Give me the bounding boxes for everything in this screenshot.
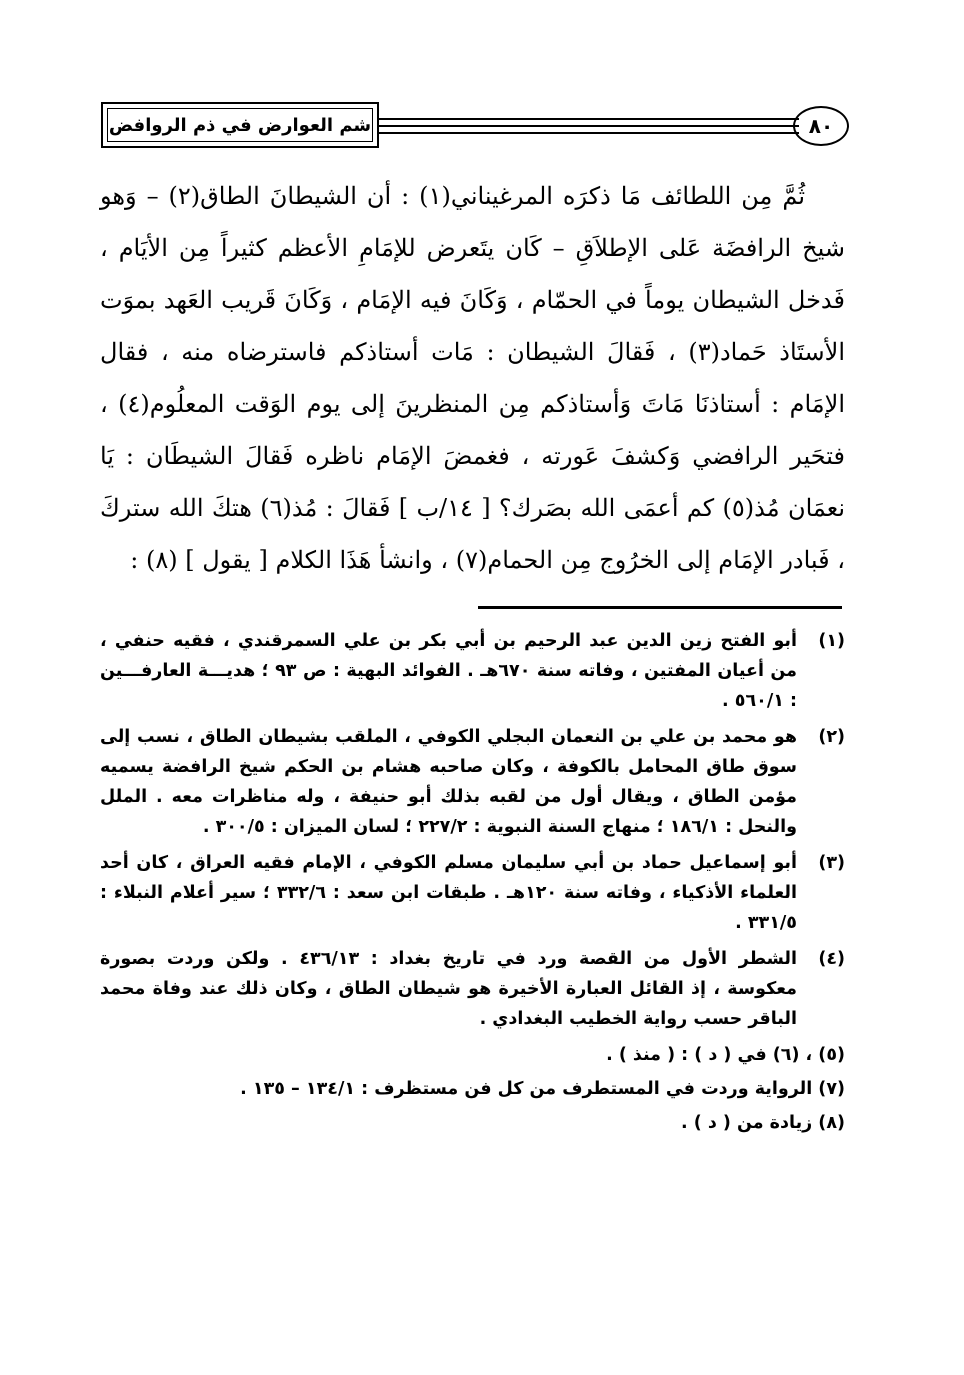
footnote-1 — [100, 626, 845, 716]
footnote-text: الشطر الأول من القصة ورد في تاريخ بغداد : ٤٣٦/١٣ . ولكن وردت بصورة معكوسة ، إذ القائل العبارة الأخيرة هو شيطان الطاق ، وكان ذلك عند وفاة محمد الباقر حسب رواية الخطيب البغدادي . — [100, 949, 797, 1029]
header-rule-bottom — [379, 132, 799, 134]
running-title: شم العوارض في ذم الروافض — [107, 108, 373, 142]
footnote-5-6 — [100, 1040, 845, 1070]
page-number: ٨٠ — [793, 106, 849, 146]
footnote-7 — [100, 1074, 845, 1104]
footnote-3 — [100, 848, 845, 938]
footnote-separator — [478, 606, 842, 609]
footnote-text: (٧) الرواية وردت في المستطرف من كل فن مستظرف : ١٣٤/١ – ١٣٥ . — [240, 1079, 845, 1099]
footnote-text: أبو الفتح زين الدين عبد الرحيم بن أبي بكر بن علي السمرقندي ، فقيه حنفي ، من أعيان المفتين ، وفاته سنة ٦٧٠هـ . الفوائد البهية : ص ٩٣ ؛ هديـــة العارفـــين : ٥٦٠/١ . — [100, 631, 797, 711]
main-paragraph: ثُمَّ مِن اللطائف مَا ذكرَه المرغيناني(١) : أن الشيطانَ الطاق(٢) – وَهو شيخ الرافضَة عَلى الإطلاَقِ – كَان يتَعرض للإمَامِ الأعظم كثيراً مِن الأيَام ، فَدخل الشيطان يوماً في الحمّام ، وَكَانَ فيه الإمَام ، وَكَانَ قَريب العَهد بموَت الأستَاذ حَماد(٣) ، فَقالَ الشيطان : مَات أستاذكم فاسترضاه منه ، فقال الإمَام : أستاذنَا مَاتَ وَأستاذكم مِن المنظرينَ إلى يوم الوَقت المعلُوم(٤) ، فتحَير الرافضي وَكشفَ عَورته ، فغمضَ الإمَام ناظره فَقالَ الشيطَان : يَا نعمَان مُذ(٥) كم أعمَى الله بصَرك؟ [ ١٤/ب ] فَقالَ : مُذ(٦) هتكَ الله ستركَ ، فَبادر الإمَام إلى الخرُوج مِن الحمام(٧) ، وانشأ هَذَا الكلام [ يقول ] (٨) : — [100, 182, 846, 574]
footnote-text: (٥) ، (٦) في ( د ) : ( منذ ) . — [606, 1045, 845, 1065]
header-rule-middle — [379, 125, 799, 127]
footnote-text: (٨) زيادة من ( د ) . — [681, 1113, 845, 1133]
header-rule-top — [379, 118, 799, 120]
running-title-box — [101, 102, 379, 148]
footnote-number: (٢) — [818, 727, 845, 747]
footnotes — [100, 626, 845, 1142]
footnote-number: (١) — [818, 631, 845, 651]
main-text — [100, 170, 845, 586]
footnote-8 — [100, 1108, 845, 1138]
footnote-text: هو محمد بن علي بن النعمان البجلي الكوفي ، الملقب بشيطان الطاق ، نسب إلى سوق طاق المحامل بالكوفة ، وكان صاحبه هشام بن الحكم شيخ الرافضة يسميه مؤمن الطاق ، ويقال أول من لقبه بذلك أبو حنيفة ، وله مناظرات معه . الملل والنحل : ١٨٦/١ ؛ منهاج السنة النبوية : ٢٢٧/٢ ؛ لسان الميزان : ٣٠٠/٥ . — [100, 727, 797, 837]
footnote-text: أبو إسماعيل حماد بن أبي سليمان مسلم الكوفي ، الإمام فقيه العراق ، كان أحد العلماء الأذكياء ، وفاته سنة ١٢٠هـ . طبقات ابن سعد : ٣٣٢/٦ ؛ سير أعلام النبلاء : ٣٣١/٥ . — [100, 853, 797, 933]
footnote-number: (٣) — [818, 853, 845, 873]
footnote-4 — [100, 944, 845, 1034]
footnote-number: (٤) — [818, 949, 845, 969]
footnote-2 — [100, 722, 845, 842]
page-header — [0, 0, 964, 160]
